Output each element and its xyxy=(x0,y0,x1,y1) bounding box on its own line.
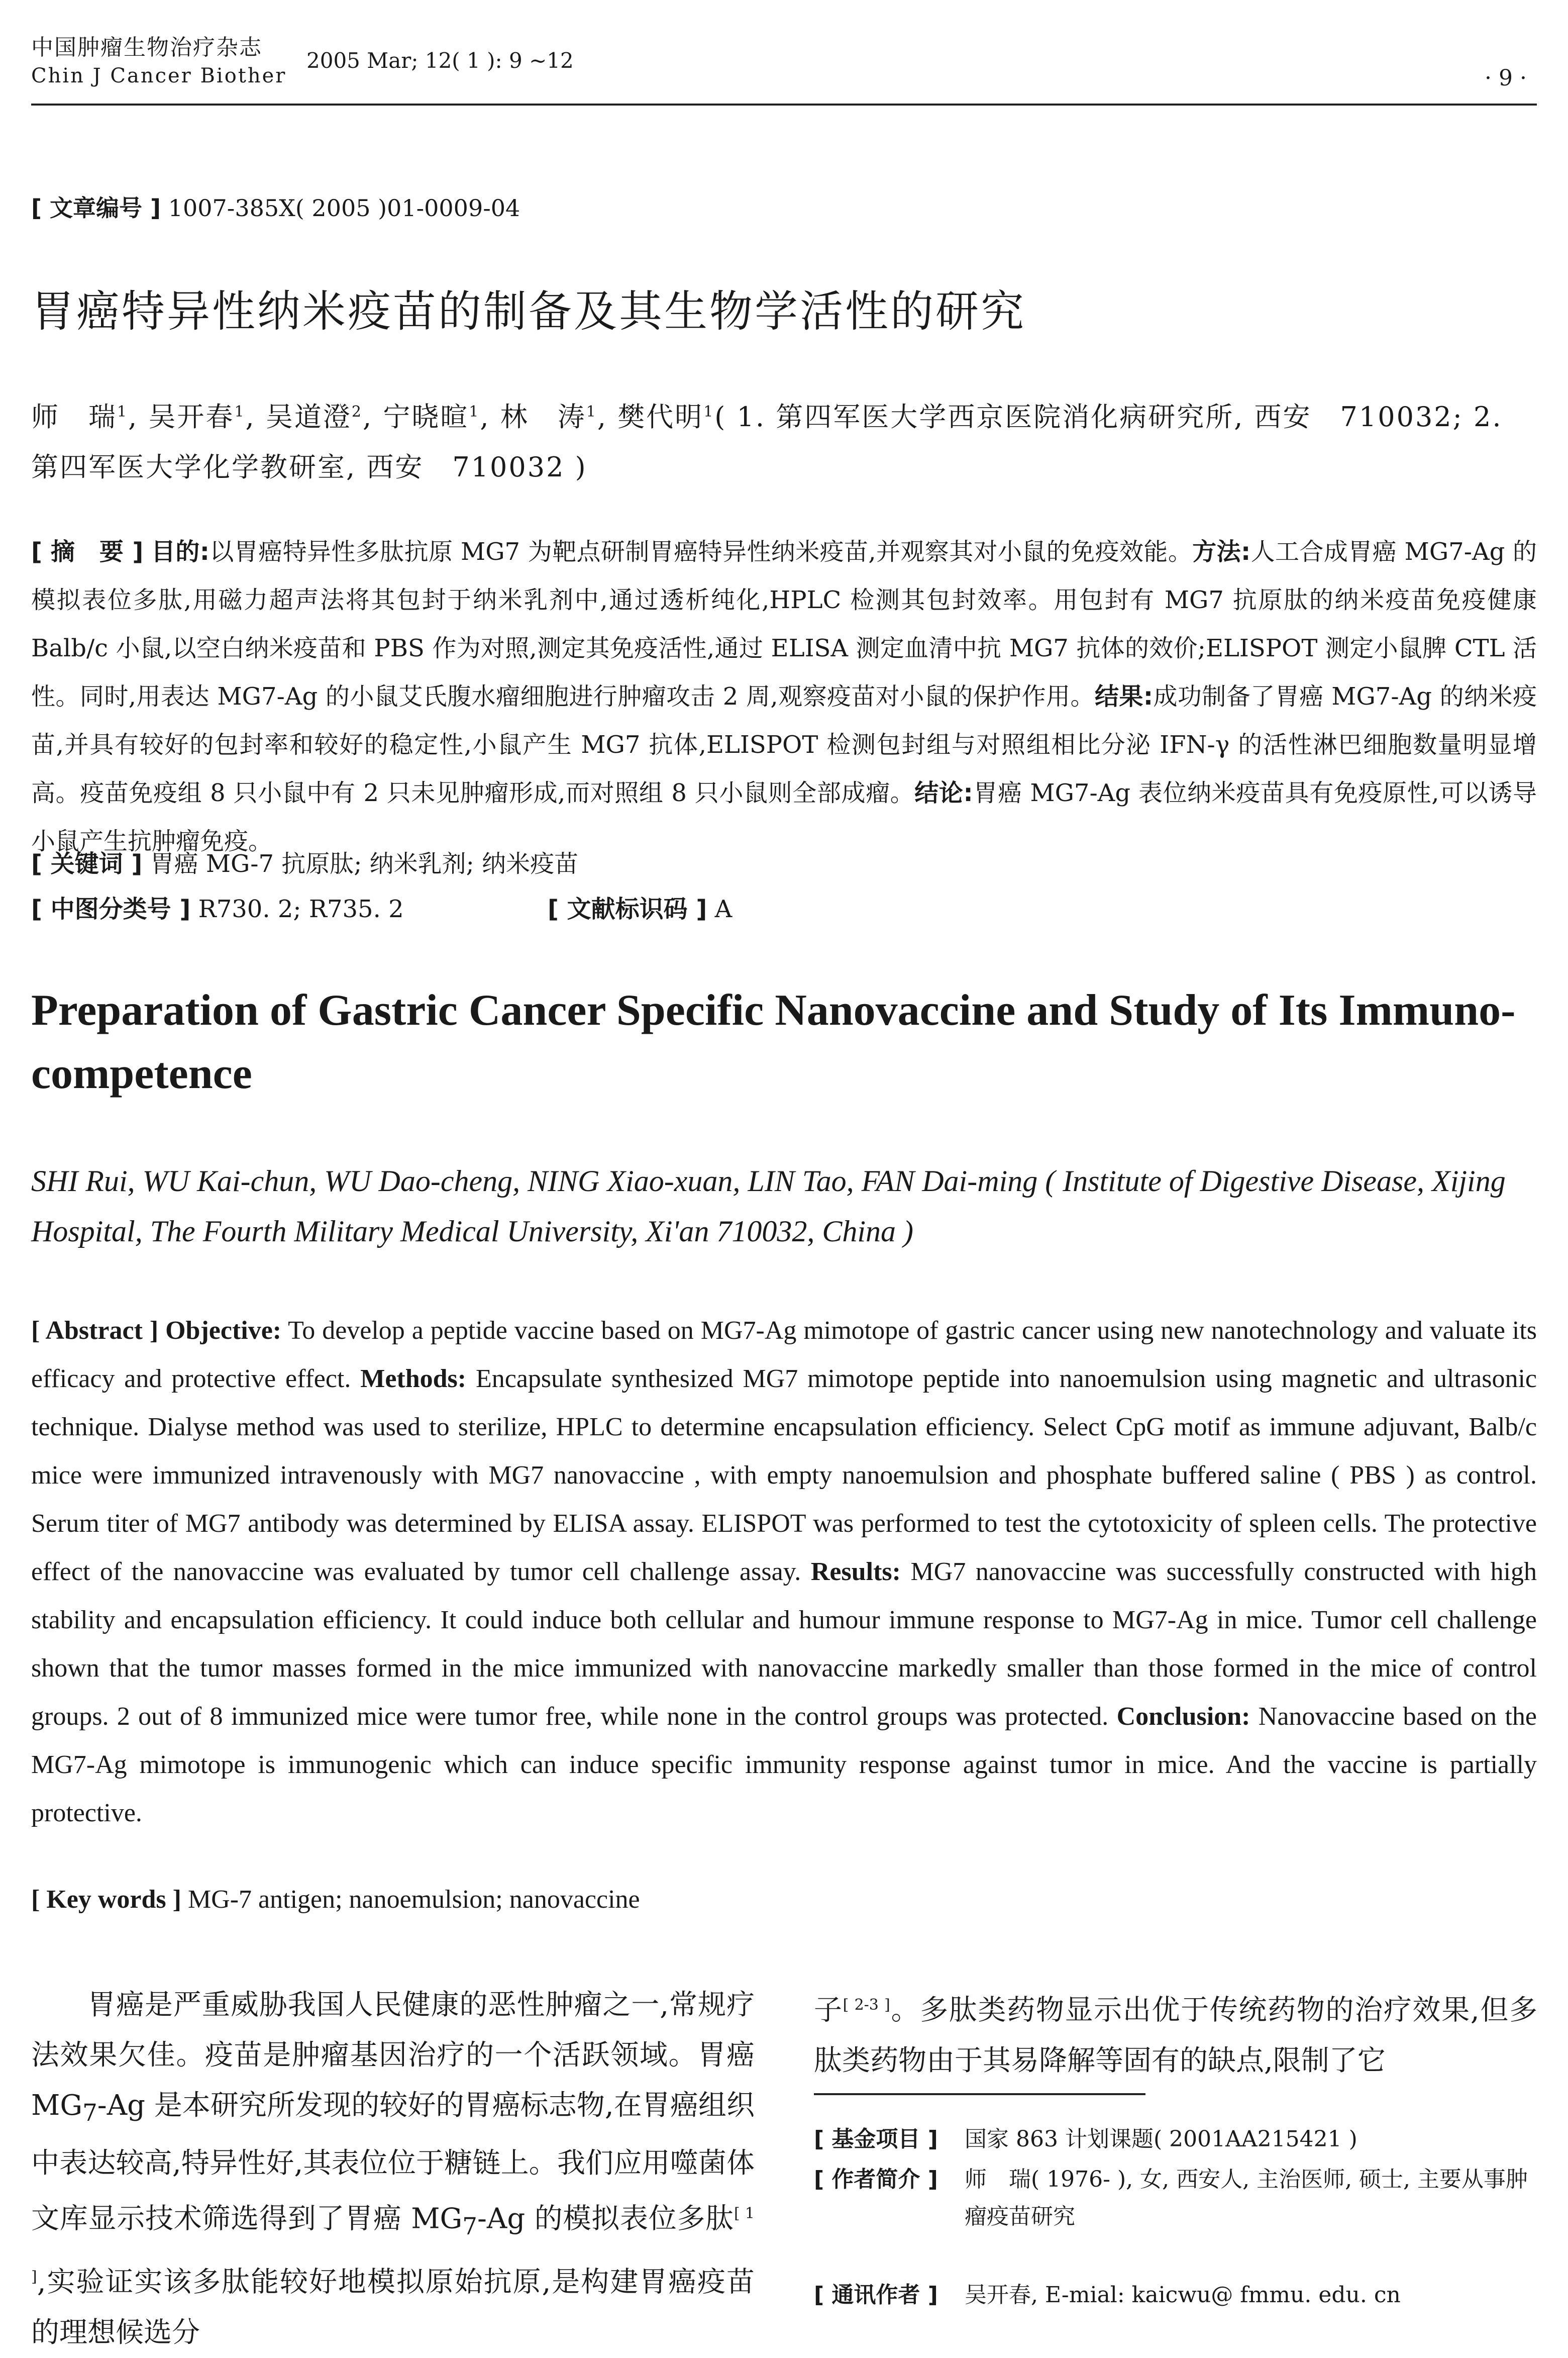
authors-en: SHI Rui, WU Kai-chun, WU Dao-cheng, NING Xiao-xuan, LIN Tao, FAN Dai-ming ( Institute of Digestive Disease, Xijing Hospital, The Fourth Military Medical University, Xi'an 710032, China ) xyxy=(31,1164,1506,1248)
body-text: 胃癌是严重威胁我国人民健康的恶性肿瘤之一,常规疗法效果欠佳。疫苗是肿瘤基因治疗的一个活跃领域。胃癌 MG xyxy=(31,1989,755,2122)
results-label-en: Results: xyxy=(810,1557,901,1586)
footnote-funding-label: [ 基金项目 ] xyxy=(814,2126,938,2152)
footnote-rule xyxy=(814,2093,1145,2095)
affiliations-cn: ( 1. 第四军医大学西京医院消化病研究所, 西安 710032; 2. 第四军医大学化学教研室, 西安 710032 ) xyxy=(31,401,1503,483)
methods-label-en: Methods: xyxy=(360,1364,467,1393)
author: 师 瑞 xyxy=(31,401,117,433)
title-en: Preparation of Gastric Cancer Specific Nanovaccine and Study of Its Immuno-competence xyxy=(31,986,1516,1098)
results-label-cn: 结果: xyxy=(1094,682,1154,711)
methods-text-cn: 人工合成胃癌 MG7-Ag 的模拟表位多肽,用磁力超声法将其包封于纳米乳剂中,通过透析纯化,HPLC 检测其包封效率。用包封有 MG7 抗原肽的纳米疫苗免疫健康 Balb/c 小鼠,以空白纳米疫苗和 PBS 作为对照,测定其免疫活性,通过 ELISA 测定血清中抗 MG7 抗体的效价;ELISPOT 测定小鼠脾 CTL 活性。同时,用表达 MG7-Ag 的小鼠艾氏腹水瘤细胞进行肿瘤攻击 2 周,观察疫苗对小鼠的保护作用。 xyxy=(31,538,1537,711)
objective-text-cn: 以胃癌特异性多肽抗原 MG7 为靶点研制胃癌特异性纳米疫苗,并观察其对小鼠的免疫效能。 xyxy=(209,538,1193,566)
journal-name-cn: 中国肿瘤生物治疗杂志 xyxy=(31,35,262,60)
results-text-cn: 成功制备了胃癌 MG7-Ag 的纳米疫苗,并具有较好的包封率和较好的稳定性,小鼠产生 MG7 抗体,ELISPOT 检测包封组与对照组相比分泌 IFN-γ 的活性淋巴细胞数量明显增高。疫苗免疫组 8 只小鼠中有 2 只未见肿瘤形成,而对照组 8 只小鼠则全部成瘤。 xyxy=(31,682,1537,807)
article-number-value: 1007-385X( 2005 )01-0009-04 xyxy=(168,194,520,222)
footnote-funding xyxy=(814,2121,1357,2158)
journal-name-en: Chin J Cancer Biother xyxy=(31,64,287,87)
body-column-left xyxy=(31,1980,755,2358)
abstract-cn xyxy=(31,528,1537,865)
body-text: 子 xyxy=(814,1994,843,2027)
results-text-en: MG7 nanovaccine was successfully constructed with high stability and encapsulation efficiency. It could induce both cellular and humour immune response to MG7-Ag in mice. Tumor cell challenge shown that the tumor masses formed in the mice immunized with nanovaccine markedly smaller than those formed in the mice of control groups. 2 out of 8 immunized mice were tumor free, while none in the control groups was protected. xyxy=(31,1557,1537,1731)
author: 吴开春 xyxy=(148,401,235,433)
conclusion-label-en: Conclusion: xyxy=(1116,1702,1250,1731)
methods-label-cn: 方法: xyxy=(1192,538,1251,566)
keywords-en-value: MG-7 antigen; nanoemulsion; nanovaccine xyxy=(187,1885,640,1914)
objective-text-en: To develop a peptide vaccine based on MG7-Ag mimotope of gastric cancer using new nanotechnology and valuate its efficacy and protective effect. xyxy=(31,1316,1537,1393)
document-code xyxy=(548,890,732,924)
article-number xyxy=(31,190,520,223)
subscript: 7 xyxy=(462,2213,477,2241)
footnote-funding-text: 国家 863 计划课题( 2001AA215421 ) xyxy=(965,2126,1357,2152)
footnote-corresponding xyxy=(814,2277,1401,2314)
affil-mark: 1 xyxy=(586,403,597,421)
conclusion-label-cn: 结论: xyxy=(914,779,973,807)
document-code-label: [ 文献标识码 ] xyxy=(548,895,707,923)
affil-mark: 2 xyxy=(351,403,363,421)
conclusion-text-en: Nanovaccine based on the MG7-Ag mimotope is immunogenic which can induce specific immunity response against tumor in mice. And the vaccine is partially protective. xyxy=(31,1702,1537,1827)
classification-code-value: R730. 2; R735. 2 xyxy=(198,895,404,923)
page-number: · 9 · xyxy=(1485,65,1527,91)
document-code-value: A xyxy=(714,895,733,923)
footnote-corresponding-label: [ 通讯作者 ] xyxy=(814,2282,938,2308)
keywords-en-label: [ Key words ] xyxy=(31,1885,181,1914)
keywords-cn-value: 胃癌 MG-7 抗原肽; 纳米乳剂; 纳米疫苗 xyxy=(150,850,579,878)
author: 樊代明 xyxy=(617,401,704,433)
authors-cn: 师 瑞$^1$, 吴开春$^1$, 吴道澄$^2$, 宁晓暄$^1$, 林 涛$^1$, 樊代明$^1$( 1. 第四军医大学西京医院消化病研究所, 西安 710032; 2. 第四军医大学化学教研室, 西安 710032 ) xyxy=(31,401,1503,483)
objective-label-en: Objective: xyxy=(165,1316,282,1345)
citation: [ 2-3 ] xyxy=(843,1996,890,2014)
footnote-author-bio-label: [ 作者简介 ] xyxy=(814,2167,938,2192)
body-text: 。多肽类药物显示出优于传统药物的治疗效果,但多肽类药物由于其易降解等固有的缺点,限制了它 xyxy=(814,1994,1537,2077)
body-column-right xyxy=(814,1980,1537,2086)
abstract-en xyxy=(31,1307,1537,1837)
footnote-corresponding-text: 吴开春, E-mial: kaicwu@ fmmu. edu. cn xyxy=(965,2282,1401,2308)
keywords-cn-label: [ 关键词 ] xyxy=(31,850,143,878)
title-cn: 胃癌特异性纳米疫苗的制备及其生物学活性的研究 xyxy=(31,286,1026,337)
body-text: -Ag 的模拟表位多肽 xyxy=(477,2202,734,2235)
author: 宁晓暄 xyxy=(383,401,469,433)
author: 吴道澄 xyxy=(265,401,352,433)
footnote-author-bio-text: 师 瑞( 1976- ), 女, 西安人, 主治医师, 硕士, 主要从事肿瘤疫苗研究 xyxy=(965,2167,1528,2229)
abstract-cn-label: [ 摘 要 ] xyxy=(31,538,144,566)
citation: [ 1 ] xyxy=(31,2205,755,2286)
subscript: 7 xyxy=(82,2100,97,2127)
objective-label-cn: 目的: xyxy=(151,538,210,566)
keywords-cn xyxy=(31,844,578,879)
keywords-en xyxy=(31,1885,640,1914)
affil-mark: 1 xyxy=(234,403,246,421)
author: 林 涛 xyxy=(500,401,586,433)
affil-mark: 1 xyxy=(703,403,715,421)
conclusion-text-cn: 胃癌 MG7-Ag 表位纳米疫苗具有免疫原性,可以诱导小鼠产生抗肿瘤免疫。 xyxy=(31,779,1537,855)
body-text: ,实验证实该多肽能较好地模拟原始抗原,是构建胃癌疫苗的理想候选分 xyxy=(31,2266,755,2349)
header-rule xyxy=(31,104,1537,106)
abstract-en-label: [ Abstract ] xyxy=(31,1316,159,1345)
affil-mark: 1 xyxy=(469,403,480,421)
footnote-author-bio xyxy=(814,2161,1528,2229)
issue-info: 2005 Mar; 12( 1 ): 9 ~12 xyxy=(306,48,574,73)
classification-code xyxy=(31,890,404,924)
classification-code-label: [ 中图分类号 ] xyxy=(31,895,191,923)
body-text: -Ag 是本研究所发现的较好的胃癌标志物,在胃癌组织中表达较高,特异性好,其表位位于糖链上。我们应用噬菌体文库显示技术筛选得到了胃癌 MG xyxy=(31,2089,755,2235)
methods-text-en: Encapsulate synthesized MG7 mimotope peptide into nanoemulsion using magnetic and ultrasonic technique. Dialyse method was used to sterilize, HPLC to determine encapsulation efficiency. Select CpG motif as immune adjuvant, Balb/c mice were immunized intravenously with MG7 nanovaccine , with empty nanoemulsion and phosphate buffered saline ( PBS ) as control. Serum titer of MG7 antibody was determined by ELISA assay. ELISPOT was performed to test the cytotoxicity of spleen cells. The protective effect of the nanovaccine was evaluated by tumor cell challenge assay. xyxy=(31,1364,1537,1586)
affil-mark: 1 xyxy=(117,403,129,421)
article-number-label: [ 文章编号 ] xyxy=(31,194,161,222)
